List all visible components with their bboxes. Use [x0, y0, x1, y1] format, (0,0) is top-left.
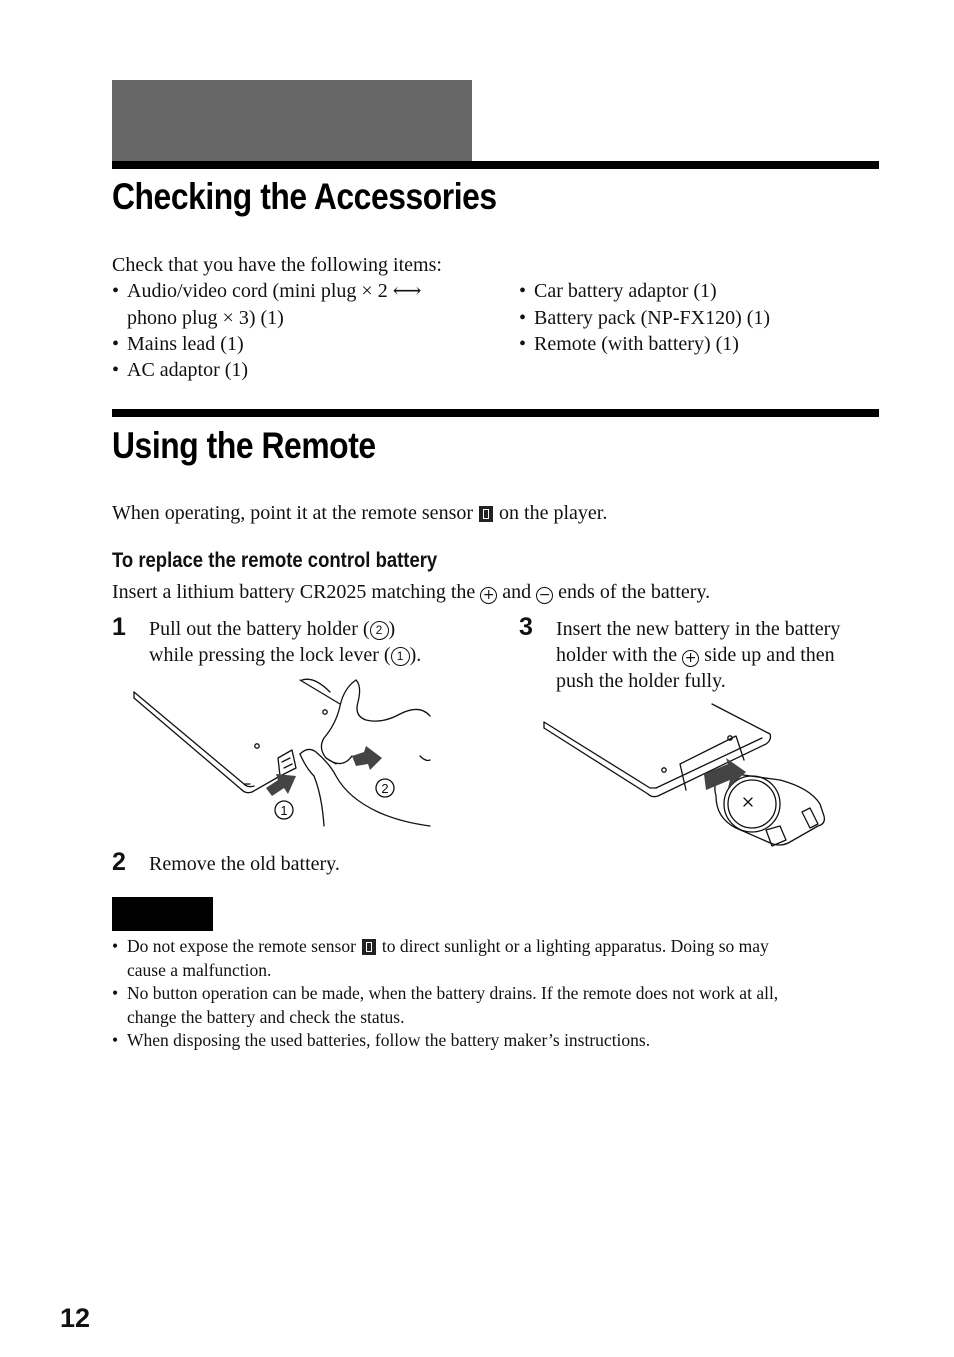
step-text: side up and then: [704, 644, 835, 666]
bullet: •: [112, 1030, 119, 1050]
note-text: When disposing the used batteries, follow the battery maker’s instructions.: [127, 1030, 651, 1050]
item-text: Remote (with battery) (1): [534, 333, 739, 355]
list-item: [519, 331, 879, 357]
note-text-cont: change the battery and check the status.: [127, 1006, 405, 1027]
item-text: AC adaptor (1): [127, 359, 249, 381]
list-item: [112, 357, 492, 383]
step-3-line-2: [556, 642, 835, 669]
step-number-2: 2: [112, 848, 126, 876]
accessories-list-right: [519, 278, 879, 358]
note-text-cont: cause a malfunction.: [127, 959, 272, 980]
step-1-line-2: [149, 642, 421, 669]
callout-1: 1: [280, 803, 288, 818]
bullet: •: [112, 983, 119, 1003]
step-1-line-1: [149, 616, 395, 643]
remote-sensor-icon: [362, 939, 376, 955]
bullet: •: [112, 936, 119, 956]
battery-insertion-illustration: [540, 700, 840, 856]
list-item: [519, 278, 879, 304]
remote-battery-holder-illustration: [130, 676, 440, 834]
remote-intro-text: When operating, point it at the remote sensor: [112, 502, 474, 524]
bullet: •: [519, 306, 527, 329]
note-text: No button operation can be made, when the battery drains. If the remote does not work at all,: [127, 983, 779, 1003]
callout-2: 2: [381, 781, 389, 796]
battery-text: Insert a lithium battery CR2025 matching the: [112, 581, 476, 603]
page-title-remote: Using the Remote: [112, 425, 376, 466]
note-text: Do not expose the remote sensor: [127, 936, 356, 956]
list-item: [519, 305, 879, 331]
double-arrow-icon: ⟷: [392, 280, 422, 302]
list-item: [112, 982, 879, 1029]
list-item: [112, 331, 492, 357]
step-text: while pressing the lock lever (: [149, 644, 391, 666]
bullet: •: [112, 359, 120, 381]
minus-icon: −: [536, 587, 553, 604]
step-text: ).: [409, 644, 422, 666]
item-text: Mains lead (1): [127, 333, 244, 355]
bullet: •: [519, 280, 527, 302]
list-item: [112, 278, 492, 331]
plus-icon: +: [480, 587, 497, 604]
accessories-list-left: [112, 278, 492, 388]
page-title-accessories: Checking the Accessories: [112, 176, 497, 217]
step-text: Pull out the battery holder (: [149, 618, 370, 640]
item-text: Car battery adaptor (1): [534, 280, 717, 302]
subheading-replace-battery: To replace the remote control battery: [112, 549, 438, 572]
note-label-box: [112, 897, 213, 931]
page-number: 12: [60, 1303, 91, 1333]
step-3-line-3: push the holder fully.: [556, 670, 726, 692]
circled-1-icon: 1: [391, 647, 410, 666]
step-number-1: 1: [112, 613, 126, 641]
item-text: Audio/video cord (mini plug × 2: [127, 280, 393, 302]
section-tab: [112, 80, 472, 162]
circled-2-icon: 2: [370, 621, 389, 640]
remote-intro-text-end: on the player.: [499, 502, 608, 524]
remote-intro: [112, 500, 607, 527]
battery-text-and: and: [502, 581, 532, 603]
bullet: •: [112, 280, 120, 302]
step-number-3: 3: [519, 613, 533, 641]
heading-rule-2: [112, 409, 879, 417]
bullet: •: [112, 333, 120, 355]
list-item: [112, 935, 879, 982]
item-text-cont: phono plug × 3) (1): [127, 306, 284, 329]
accessories-intro: Check that you have the following items:: [112, 254, 442, 276]
battery-instruction: [112, 579, 710, 606]
bullet: •: [519, 333, 527, 355]
battery-text-end: ends of the battery.: [558, 581, 711, 603]
heading-rule-1: [112, 161, 879, 169]
note-text: to direct sunlight or a lighting apparatus. Doing so may: [381, 936, 769, 956]
item-text: Battery pack (NP-FX120) (1): [534, 306, 771, 329]
step-text: holder with the: [556, 644, 678, 666]
remote-sensor-icon: [479, 506, 493, 522]
notes-list: [112, 935, 879, 1065]
step-text: ): [388, 618, 396, 640]
step-3-line-1: Insert the new battery in the battery: [556, 618, 841, 640]
plus-icon: +: [682, 650, 699, 667]
list-item: [112, 1029, 879, 1053]
step-2-text: Remove the old battery.: [149, 853, 340, 875]
